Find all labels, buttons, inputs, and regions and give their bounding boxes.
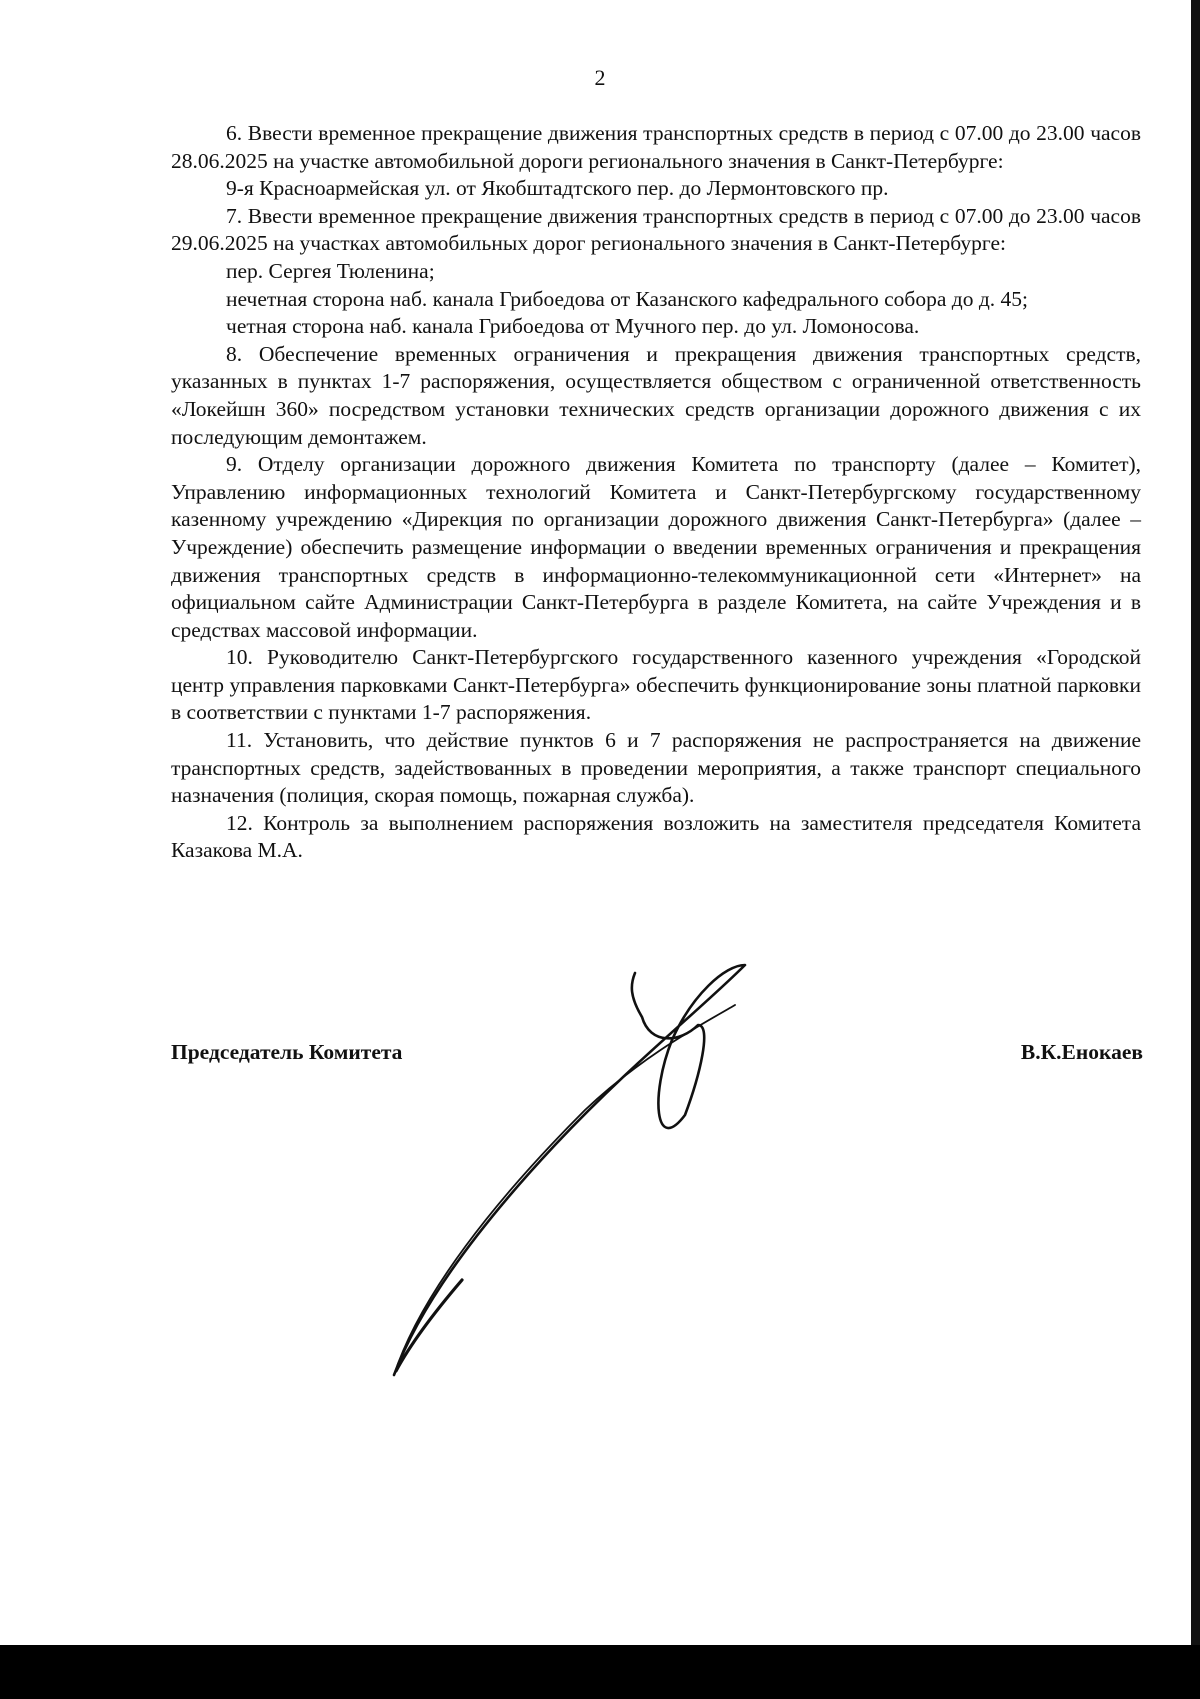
paragraph-8: 8. Обеспечение временных ограничения и прекращения движения транспортных средств, указанных в пунктах 1-7 распоряжения, осуществляется обществом с ограниченной ответственность «Локейшн 360» посредством установки технических средств организации дорожного движения с их последующим демонтажем. [171, 341, 1141, 449]
list-item: нечетная сторона наб. канала Грибоедова от Казанского кафедрального собора до д. 45; [226, 286, 1028, 311]
paragraph-12: 12. Контроль за выполнением распоряжения возложить на заместителя председателя Комитета Казакова М.А. [171, 810, 1141, 863]
paragraph-9: 9. Отделу организации дорожного движения Комитета по транспорту (далее – Комитет), Управлению информационных технологий Комитета и Санкт-Петербургскому государственному казенному учреждению «Дирекция по организации дорожного движения Санкт-Петербурга» (далее – Учреждение) обеспечить размещение информации о введении временных ограничения и прекращения движения транспортных средств в информационно-телекоммуникационной сети «Интернет» на официальном сайте Администрации Санкт-Петербурга в разделе Комитета, на сайте Учреждения и в средствах массовой информации. [171, 452, 1141, 642]
paragraph-6: 6. Ввести временное прекращение движения транспортных средств в период с 07.00 до 23.00 часов 28.06.2025 на участке автомобильной дороги регионального значения в Санкт-Петербурге: [171, 121, 1141, 173]
scan-bottom-border [0, 1645, 1200, 1699]
list-item: пер. Сергея Тюленина; [226, 258, 435, 283]
scan-edge [1191, 0, 1200, 1645]
signatory-title: Председатель Комитета [171, 1040, 403, 1064]
signatory-name: В.К.Енокаев [1020, 1040, 1143, 1064]
page-number: 2 [594, 65, 606, 90]
paragraph-10: 10. Руководителю Санкт-Петербургского государственного казенного учреждения «Городской центр управления парковками Санкт-Петербурга» обеспечить функционирование зоны платной парковки в соответствии с пунктами 1-7 распоряжения. [171, 645, 1141, 725]
document-body [171, 120, 1141, 865]
paragraph-11: 11. Установить, что действие пунктов 6 и 7 распоряжения не распространяется на движение транспортных средств, задействованных в проведении мероприятия, а также транспорт специального назначения (полиция, скорая помощь, пожарная служба). [171, 728, 1141, 808]
list-item: четная сторона наб. канала Грибоедова от Мучного пер. до ул. Ломоносова. [226, 314, 920, 339]
list-item: 9-я Красноармейская ул. от Якобштадтского пер. до Лермонтовского пр. [226, 176, 889, 201]
handwritten-signature-icon [380, 935, 760, 1385]
paragraph-7: 7. Ввести временное прекращение движения транспортных средств в период с 07.00 до 23.00 часов 29.06.2025 на участках автомобильных дорог регионального значения в Санкт-Петербурге: [171, 203, 1141, 256]
